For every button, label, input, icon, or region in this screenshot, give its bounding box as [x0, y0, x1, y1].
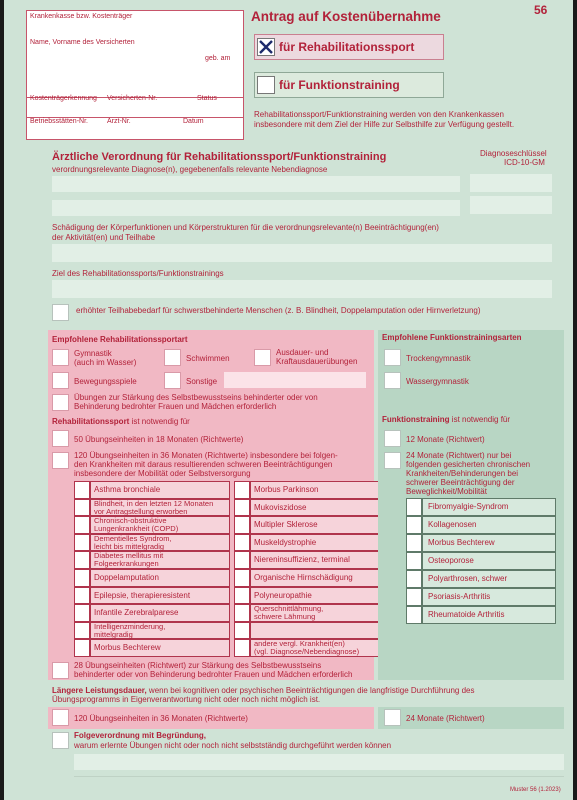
- water-gym-label: Wassergymnastik: [406, 377, 469, 386]
- function-disease-label: Fibromyalgie-Syndrom: [428, 502, 509, 511]
- other-checkbox[interactable]: [164, 372, 181, 389]
- intro-line-1: Rehabilitationssport/Funktionstraining werden von den Krankenkassen: [254, 110, 504, 119]
- prescription-title: Ärztliche Verordnung für Rehabilitationssport/Funktionstraining: [52, 151, 387, 163]
- diagnosis-field-2[interactable]: [52, 200, 460, 216]
- opt28-label-1: 28 Übungseinheiten (Richtwert) zur Stärkung des Selbstbewusstseins: [74, 661, 322, 670]
- games-checkbox[interactable]: [52, 372, 69, 389]
- form-number: 56: [534, 3, 548, 17]
- insurer-label: Krankenkasse bzw. Kostenträger: [30, 13, 133, 20]
- disease-left-label: Diabetes mellitus mit: [94, 551, 164, 561]
- doctor-label: Arzt-Nr.: [107, 118, 131, 125]
- dry-gym-checkbox[interactable]: [384, 349, 401, 366]
- function-disease-checkbox[interactable]: [406, 570, 422, 588]
- longer-24-checkbox[interactable]: [384, 709, 401, 726]
- disease-left-label: Epilepsie, therapieresistent: [94, 590, 191, 600]
- intro-line-2: insbesondere mit dem Ziel der Hilfe zur Selbsthilfe zur Verfügung gestellt.: [254, 120, 515, 129]
- function-checkbox[interactable]: [257, 76, 275, 94]
- diag-key-label-2: ICD-10-GM: [504, 158, 545, 167]
- endurance-label-1: Ausdauer- und: [276, 348, 329, 357]
- disease-left-label: Blindheit, in den letzten 12 Monaten: [94, 498, 214, 508]
- function-disease-checkbox[interactable]: [406, 534, 422, 552]
- form-title: Antrag auf Kostenübernahme: [251, 9, 441, 24]
- rehab-need-label: [52, 418, 190, 427]
- function-disease-checkbox[interactable]: [406, 588, 422, 606]
- opt120-label-2: den Krankheiten mit daraus resultierenden schweren Beeinträchtigungen: [74, 460, 333, 469]
- longer-120-label: 120 Übungseinheiten in 36 Monaten (Richtwerte): [74, 714, 248, 723]
- longer-title: Längere Leistungsdauer,: [52, 686, 147, 695]
- longer-text: wenn bei kognitiven oder psychischen Beeinträchtigungen die langfristige Durchführung des: [146, 686, 475, 695]
- disease-right-label: Polyneuropathie: [254, 590, 312, 600]
- rehab-need-bold: Rehabilitationssport: [52, 417, 130, 426]
- function-type-title: Empfohlene Funktionstrainingsarten: [382, 333, 522, 342]
- goal-label: Ziel des Rehabilitationssports/Funktionstrainings: [52, 269, 224, 278]
- increased-need-checkbox[interactable]: [52, 304, 69, 321]
- disease-left-label: mittelgradig: [94, 629, 133, 639]
- endurance-label-2: Kraftausdauerübungen: [276, 357, 358, 366]
- games-label: Bewegungsspiele: [74, 377, 137, 386]
- endurance-checkbox[interactable]: [254, 349, 271, 366]
- rehab-type-title: Empfohlene Rehabilitationssportart: [52, 335, 188, 344]
- increased-need-label: erhöhter Teilhabebedarf für schwerstbehinderte Menschen (z. B. Blindheit, Doppelamputation oder Hirnverletzung): [76, 306, 481, 315]
- disease-right-cell: [250, 622, 390, 640]
- disease-right-checkbox[interactable]: [234, 622, 250, 640]
- other-field[interactable]: [224, 372, 366, 388]
- rehab-need-rest: ist notwendig für: [129, 417, 190, 426]
- disease-left-label: Folgeerkrankungen: [94, 559, 159, 569]
- gym-label-1: Gymnastik: [74, 349, 112, 358]
- opt50-checkbox[interactable]: [52, 430, 69, 447]
- disease-left-label: Infantile Zerebralparese: [94, 608, 179, 618]
- disease-left-checkbox[interactable]: [74, 587, 90, 605]
- function-disease-checkbox[interactable]: [406, 552, 422, 570]
- disease-left-checkbox[interactable]: [74, 481, 90, 499]
- insured-no-label: Versicherten-Nr.: [107, 95, 158, 102]
- swim-checkbox[interactable]: [164, 349, 181, 366]
- function-disease-label: Rheumatoide Arthritis: [428, 610, 505, 619]
- water-gym-checkbox[interactable]: [384, 372, 401, 389]
- insurer-field[interactable]: [30, 21, 240, 37]
- status-label: Status: [197, 95, 217, 102]
- disease-left-label: Intelligenzminderung,: [94, 621, 166, 631]
- opt50-label: 50 Übungseinheiten in 18 Monaten (Richtwerte): [74, 435, 244, 444]
- disease-right-label: Muskeldystrophie: [254, 537, 317, 547]
- self-esteem-label-1: Übungen zur Stärkung des Selbstbewusstseins behinderter oder von: [74, 393, 318, 402]
- opt24-label-5: Beweglichkeit/Mobilität: [406, 487, 487, 496]
- longer-120-checkbox[interactable]: [52, 709, 69, 726]
- opt120-label-3: insbesondere der Mobilität oder Selbstversorgung: [74, 469, 251, 478]
- longer-label-2: Übungsprogramms in Eigenverantwortung nicht oder noch nicht möglich ist.: [52, 695, 321, 704]
- function-disease-label: Osteoporose: [428, 556, 474, 565]
- opt24-label-3: Krankheiten/Behinderungen bei: [406, 469, 519, 478]
- other-label: Sonstige: [186, 377, 218, 386]
- opt12-checkbox[interactable]: [384, 430, 401, 447]
- disease-right-label: (vgl. Diagnose/Nebendiagnose): [254, 647, 360, 657]
- insured-person-box: [26, 10, 244, 140]
- gym-label-2: (auch im Wasser): [74, 358, 137, 367]
- form-sheet: [4, 0, 573, 800]
- date-label: Datum: [183, 118, 204, 125]
- function-need-bold: Funktionstraining: [382, 415, 450, 424]
- name-label: Name, Vorname des Versicherten: [30, 39, 135, 46]
- name-field[interactable]: [30, 47, 240, 87]
- diagnosis-field-1[interactable]: [52, 176, 460, 192]
- opt12-label: 12 Monate (Richtwert): [406, 435, 485, 444]
- disease-left-checkbox[interactable]: [74, 499, 90, 517]
- disease-right-checkbox[interactable]: [234, 569, 250, 587]
- disease-left-checkbox[interactable]: [74, 569, 90, 587]
- opt120-label-1: 120 Übungseinheiten in 36 Monaten (Richtwerte) insbesondere bei folgen-: [74, 451, 338, 460]
- rehab-checkbox[interactable]: [257, 38, 275, 56]
- disease-left-checkbox[interactable]: [74, 604, 90, 622]
- opt24-label-2: folgenden gesicherten chronischen: [406, 460, 531, 469]
- function-disease-checkbox[interactable]: [406, 516, 422, 534]
- opt24-label-1: 24 Monate (Richtwert) nur bei: [406, 451, 512, 460]
- disease-left-checkbox[interactable]: [74, 551, 90, 569]
- disease-right-checkbox[interactable]: [234, 587, 250, 605]
- opt28-label-2: behinderter oder von Behinderung bedrohter Frauen und Mädchen erforderlich: [74, 670, 353, 679]
- disease-right-label: andere vergl. Krankheit(en): [254, 639, 345, 649]
- disease-left-label: Dementielles Syndrom,: [94, 533, 172, 543]
- follow-field-1[interactable]: [74, 754, 564, 770]
- icd-field-1[interactable]: [470, 174, 552, 192]
- disease-right-label: Multipler Sklerose: [254, 520, 318, 530]
- follow-checkbox[interactable]: [52, 732, 69, 749]
- opt120-checkbox[interactable]: [52, 452, 69, 469]
- disease-left-checkbox[interactable]: [74, 622, 90, 640]
- opt24-checkbox[interactable]: [384, 452, 401, 469]
- function-disease-label: Polyarthrosen, schwer: [428, 574, 508, 583]
- opt28-checkbox[interactable]: [52, 662, 69, 679]
- form-footer: Muster 56 (1.2023): [510, 787, 561, 793]
- function-disease-label: Psoriasis-Arthritis: [428, 592, 491, 601]
- function-need-rest: ist notwendig für: [449, 415, 511, 424]
- diagnosis-label: verordnungsrelevante Diagnose(n), gegebenenfalls relevante Nebendiagnose: [52, 165, 328, 174]
- diag-key-label-1: Diagnoseschlüssel: [480, 149, 547, 158]
- disease-left-label: Morbus Bechterew: [94, 643, 161, 653]
- self-esteem-label-2: Behinderung bedrohter Frauen und Mädchen erforderlich: [74, 402, 277, 411]
- disease-right-label: Niereninsuffizienz, terminal: [254, 555, 350, 565]
- impairment-label-1: Schädigung der Körperfunktionen und Körperstrukturen für die verordnungsrelevante(n) Beeinträchtigung(en): [52, 223, 439, 232]
- dry-gym-label: Trockengymnastik: [406, 354, 471, 363]
- function-disease-grid: [406, 498, 556, 624]
- id-label: Kostenträgerkennung: [30, 95, 97, 102]
- self-esteem-checkbox[interactable]: [52, 394, 69, 411]
- icd-field-2[interactable]: [470, 196, 552, 214]
- disease-left-label: Chronisch-obstruktive: [94, 516, 167, 526]
- goal-field[interactable]: [52, 280, 552, 298]
- disease-left-label: vor Antragstellung erworben: [94, 506, 188, 516]
- function-disease-label: Kollagenosen: [428, 520, 477, 529]
- gym-checkbox[interactable]: [52, 349, 69, 366]
- function-disease-checkbox[interactable]: [406, 498, 422, 516]
- disease-right-checkbox[interactable]: [234, 499, 250, 517]
- site-label: Betriebsstätten-Nr.: [30, 118, 88, 125]
- swim-label: Schwimmen: [186, 354, 230, 363]
- disease-right-label: Morbus Parkinson: [254, 485, 319, 494]
- rehab-disease-grid: [74, 481, 374, 659]
- follow-text: warum erlernte Übungen nicht oder noch nicht selbstständig durchgeführt werden können: [74, 741, 392, 750]
- disease-right-label: Querschnittlähmung,: [254, 604, 324, 614]
- disease-left-label: Lungenkrankheit (COPD): [94, 524, 179, 534]
- disease-right-checkbox[interactable]: [234, 516, 250, 534]
- follow-title: Folgeverordnung mit Begründung,: [74, 731, 206, 740]
- disease-left-checkbox[interactable]: [74, 639, 90, 657]
- impairment-field[interactable]: [52, 244, 552, 262]
- disease-right-checkbox[interactable]: [234, 551, 250, 569]
- option-function-label: für Funktionstraining: [279, 78, 400, 92]
- disease-right-label: schwere Lähmung: [254, 612, 316, 622]
- birth-label: geb. am: [205, 55, 231, 62]
- disease-left-label: Doppelamputation: [94, 573, 159, 582]
- option-rehab-label: für Rehabilitationssport: [279, 40, 415, 54]
- disease-right-label: Mukoviszidose: [254, 502, 307, 512]
- follow-line: [74, 776, 564, 777]
- function-disease-checkbox[interactable]: [406, 606, 422, 624]
- disease-left-label: leicht bis mittelgradig: [94, 541, 165, 551]
- opt24-label-4: schwerer Beeinträchtigung der: [406, 478, 515, 487]
- disease-right-label: Organische Hirnschädigung: [254, 573, 353, 582]
- disease-right-checkbox[interactable]: [234, 604, 250, 622]
- checkmark-icon: [257, 38, 275, 56]
- disease-left-checkbox[interactable]: [74, 534, 90, 552]
- disease-left-label: Asthma bronchiale: [94, 485, 161, 494]
- function-disease-label: Morbus Bechterew: [428, 538, 495, 547]
- disease-right-checkbox[interactable]: [234, 481, 250, 499]
- impairment-label-2: der Aktivität(en) und Teilhabe: [52, 233, 156, 242]
- disease-left-checkbox[interactable]: [74, 516, 90, 534]
- function-need-label: [382, 416, 510, 425]
- longer-24-label: 24 Monate (Richtwert): [406, 714, 485, 723]
- disease-right-checkbox[interactable]: [234, 639, 250, 657]
- disease-right-checkbox[interactable]: [234, 534, 250, 552]
